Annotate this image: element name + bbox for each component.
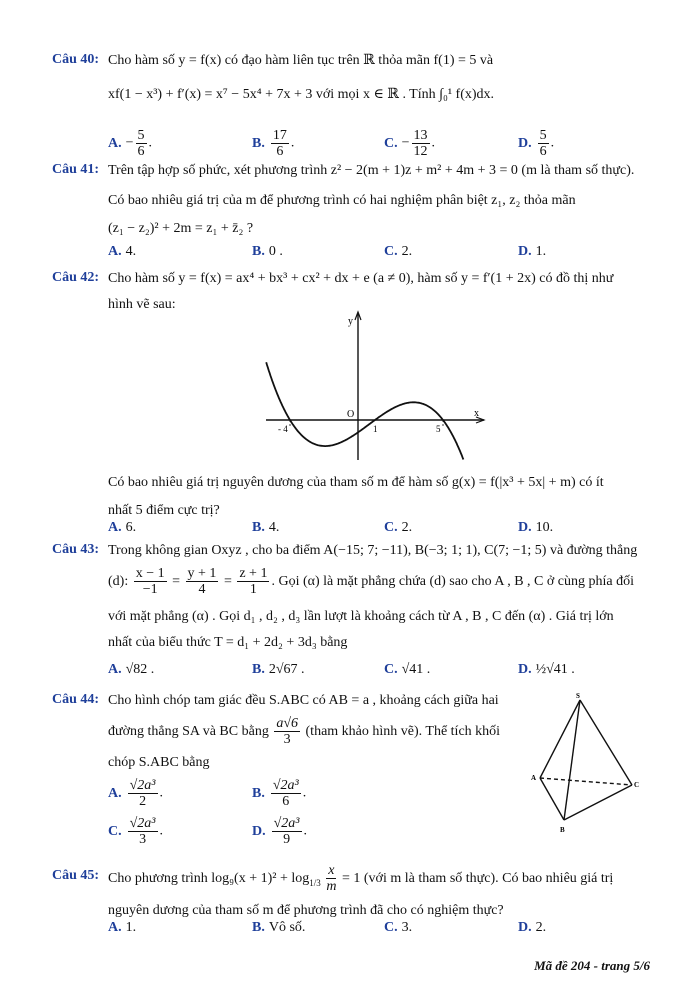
option-a[interactable]: A. 1. — [108, 920, 137, 935]
option-b[interactable]: B. 0 . — [252, 244, 283, 259]
question-text: Có bao nhiêu giá trị nguyên dương của tham số m để hàm số g(x) = f(|x³ + 5x| + m) có ít — [108, 475, 604, 490]
vertex-label-s: S — [576, 692, 580, 700]
tick-label: 5 — [436, 424, 441, 434]
fraction: $\frac{5}{6}$ — [137, 128, 145, 159]
option-d[interactable]: D. 10. — [518, 520, 554, 535]
function-curve — [266, 362, 463, 459]
page-footer: Mã đề 204 - trang 5/6 — [534, 958, 650, 973]
tick-label: 1 — [373, 424, 378, 434]
option-a[interactable]: A. √82 . — [108, 662, 155, 677]
fraction: $\frac{5}{6}$ — [539, 128, 547, 159]
option-c[interactable]: C. $\frac{\text{√2a³}}{3}$ . — [108, 816, 164, 847]
question-text: nhất của biểu thức T = d₁ + 2d₂ + 3d₃ bằng — [108, 635, 348, 650]
fraction: $\frac{17}{6}$ — [272, 128, 287, 159]
vertex-label-c: C — [634, 781, 640, 789]
question-label: Câu 42: — [52, 270, 100, 285]
option-c[interactable]: C. − $\frac{13}{12}$ . — [384, 128, 436, 159]
option-d[interactable]: D. $\frac{\text{√2a³}}{9}$ . — [252, 816, 308, 847]
question-text: với mặt phẳng (α) . Gọi d₁ , d₂ , d₃ lần lượt là khoảng cách từ A , B , C đến (α) . Giá trị lớn — [108, 609, 614, 624]
pyramid-figure — [528, 690, 648, 840]
fraction: $\frac{13}{12}$ — [413, 128, 428, 159]
option-b[interactable]: B. 4. — [252, 520, 280, 535]
option-c[interactable]: C. 2. — [384, 244, 413, 259]
vertex-label-b: B — [560, 826, 565, 834]
options-row — [108, 520, 648, 540]
question-text: Trên tập hợp số phức, xét phương trình z² − 2(m + 1)z + m² + 4m + 3 = 0 (m là tham số thực). — [108, 163, 635, 178]
function-graph — [262, 308, 492, 468]
question-text: Cho hàm số y = f(x) có đạo hàm liên tục trên ℝ thỏa mãn f(1) = 5 và — [108, 53, 494, 68]
question-text: (z₁ − z₂)² + 2m = z₁ + z̄₂ ? — [108, 221, 254, 236]
option-d[interactable]: D. 1. — [518, 244, 547, 259]
option-b[interactable]: B. Vô số. — [252, 920, 306, 935]
options-row — [108, 662, 648, 682]
question-label: Câu 43: — [52, 542, 100, 557]
option-d[interactable]: D. 2. — [518, 920, 547, 935]
question-text: Cho phương trình $\log_9(x + 1)^2 + \log_{1/3}$ $\frac{x}{m}$ = 1 (với m là tham số thực). Có bao nhiêu giá trị — [108, 863, 614, 895]
option-a[interactable]: A. $\frac{\text{√2a³}}{2}$ . — [108, 778, 164, 809]
y-axis-label: y — [348, 316, 353, 327]
question-label: Câu 40: — [52, 52, 100, 67]
x-axis-label: x — [474, 408, 479, 419]
options-row — [108, 920, 648, 940]
question-text: Trong không gian Oxyz , cho ba điểm A(−15; 7; −11), B(−3; 1; 1), C(7; −1; 5) và đường thẳng — [108, 543, 638, 558]
option-a[interactable]: A. − $\frac{5}{6}$ . — [108, 128, 153, 159]
question-text: hình vẽ sau: — [108, 297, 176, 312]
option-d[interactable]: D. ½√41 . — [518, 662, 575, 677]
question-label: Câu 44: — [52, 692, 100, 707]
option-c[interactable]: C. 3. — [384, 920, 413, 935]
origin-label: O — [347, 409, 355, 420]
option-b[interactable]: B. $\frac{17}{6}$ . — [252, 128, 295, 159]
question-text: đường thẳng SA và BC bằng $\frac{a√6}{3}$ (tham khảo hình vẽ). Thể tích khối — [108, 716, 501, 748]
question-text: Cho hàm số y = f(x) = ax⁴ + bx³ + cx² + dx + e (a ≠ 0), hàm số y = f′(1 + 2x) có đồ thị như — [108, 271, 614, 286]
options-row — [108, 244, 648, 264]
question-text: Cho hình chóp tam giác đều S.ABC có AB = a , khoảng cách giữa hai — [108, 693, 499, 708]
options-row — [108, 128, 648, 159]
question-label: Câu 41: — [52, 162, 100, 177]
option-b[interactable]: B. 2√67 . — [252, 662, 305, 677]
tick-label: - 4 — [278, 424, 288, 434]
option-b[interactable]: B. $\frac{\text{√2a³}}{6}$ . — [252, 778, 307, 809]
option-a[interactable]: A. 4. — [108, 244, 137, 259]
option-d[interactable]: D. $\frac{5}{6}$ . — [518, 128, 555, 159]
question-text: xf(1 − x³) + f′(x) = x⁷ − 5x⁴ + 7x + 3 với mọi x ∈ ℝ . Tính ∫₀¹ f(x)dx. — [108, 87, 495, 102]
question-text: nguyên dương của tham số m để phương trình đã cho có nghiệm thực? — [108, 903, 504, 918]
vertex-label-a: A — [531, 774, 537, 782]
question-text: nhất 5 điểm cực trị? — [108, 503, 220, 518]
question-text: chóp S.ABC bằng — [108, 755, 210, 770]
question-label: Câu 45: — [52, 868, 100, 883]
option-c[interactable]: C. √41 . — [384, 662, 431, 677]
option-c[interactable]: C. 2. — [384, 520, 413, 535]
question-text: (d): $\frac{x - 1}{-1}$ = $\frac{y + 1}{4}$ = $\frac{z + 1}{1}$ . Gọi (α) là mặt phẳng chứa (d) sao cho A , B , C ở cùng phía đối — [108, 566, 634, 598]
option-a[interactable]: A. 6. — [108, 520, 137, 535]
question-text: Có bao nhiêu giá trị của m để phương trình có hai nghiệm phân biệt z₁, z₂ thỏa mãn — [108, 193, 576, 208]
